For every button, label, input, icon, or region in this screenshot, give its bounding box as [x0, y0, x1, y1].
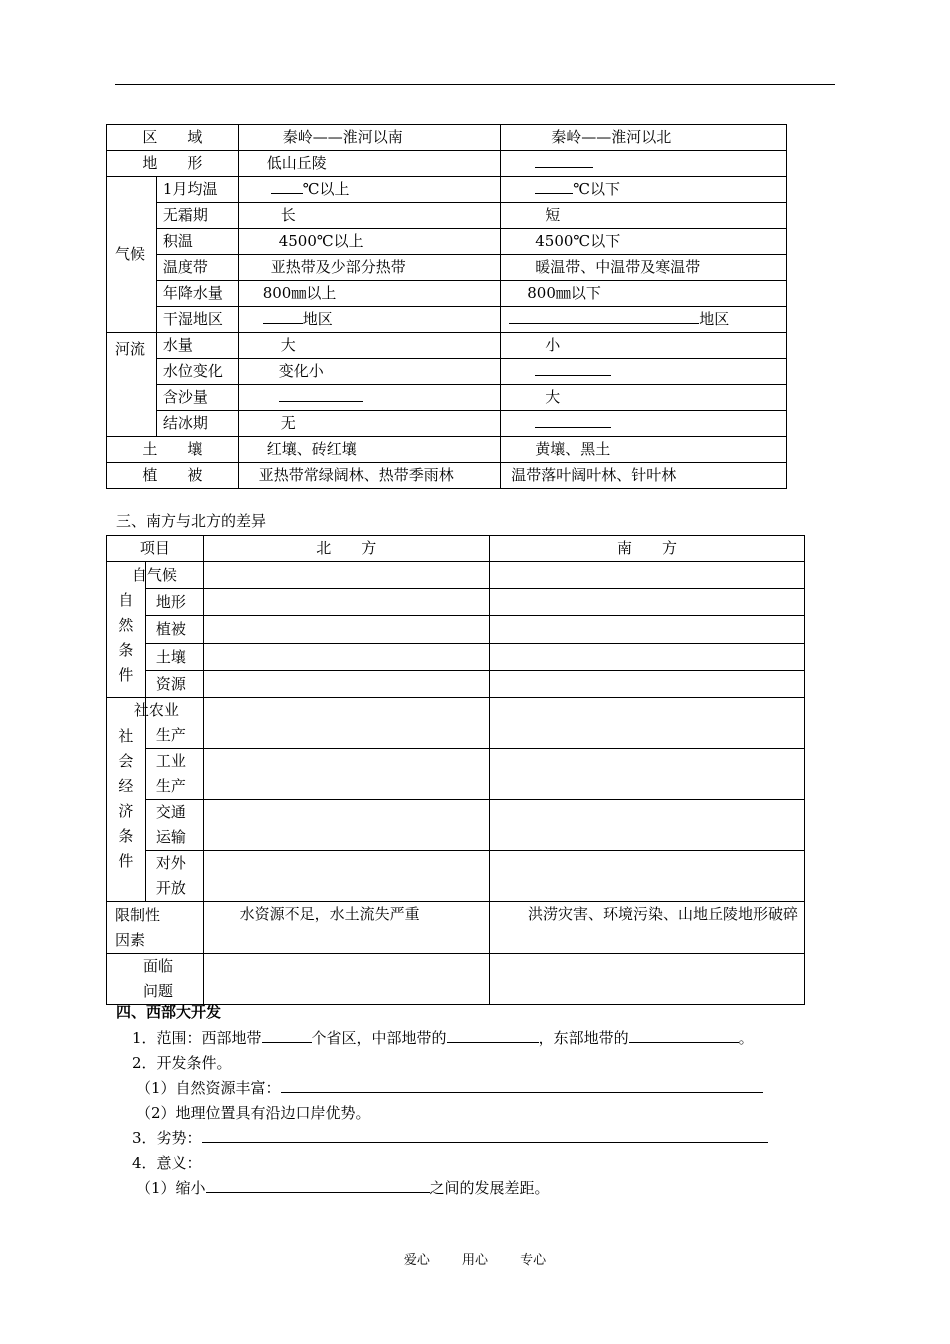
row-label: 对外 开放: [145, 851, 203, 902]
terrain-north: [501, 151, 787, 177]
section4-line7: （1）缩小 之间的发展差距。: [136, 1176, 550, 1200]
row-label: 水量: [156, 333, 238, 359]
row-label: 干湿地区: [156, 307, 238, 333]
table-row: [107, 151, 787, 177]
cell-south: 长: [238, 203, 501, 229]
cell-north[interactable]: [203, 851, 489, 902]
fill-blank[interactable]: [262, 1026, 312, 1043]
footer-text: 用心: [461, 1253, 488, 1268]
section4-line1: 1．范围：西部地带 个省区，中部地带的 ，东部地带的 。: [132, 1026, 754, 1050]
vegetation-north: 温带落叶阔叶林、针叶林: [501, 463, 787, 489]
table-row: [107, 589, 805, 616]
fill-blank[interactable]: [263, 307, 303, 324]
table-row: [107, 437, 787, 463]
section3-title: 三、南方与北方的差异: [116, 512, 267, 530]
cell-south: 无: [238, 411, 501, 437]
cell-south: 变化小: [238, 359, 501, 385]
river-group: 河流: [107, 333, 157, 437]
cell-north[interactable]: [203, 749, 489, 800]
limit-south: 洪涝灾害、环境污染、山地丘陵地形破碎: [489, 902, 804, 954]
table-row: [107, 800, 805, 851]
table-row: [107, 749, 805, 800]
fill-blank[interactable]: [279, 385, 363, 402]
section4-line6: 4．意义：: [132, 1154, 202, 1172]
row-label: 积温: [156, 229, 238, 255]
row-label: 水位变化: [156, 359, 238, 385]
fill-blank[interactable]: [202, 1126, 768, 1143]
cell-north: 大: [501, 385, 787, 411]
problems-label: 面临 问题: [107, 954, 204, 1005]
fill-blank[interactable]: [535, 359, 611, 376]
table-row: [107, 333, 787, 359]
header-south: 南 方: [489, 536, 804, 562]
fill-blank[interactable]: [271, 177, 303, 194]
row-label: 植被: [145, 616, 203, 644]
cell-north: 小: [501, 333, 787, 359]
header-north: 北 方: [203, 536, 489, 562]
social-group-label: 社 会 经 济 条 件: [107, 698, 146, 902]
table-row: [107, 307, 787, 333]
row-label: 结冰期: [156, 411, 238, 437]
row-label: 1月均温: [156, 177, 238, 203]
terrain-south: 低山丘陵: [238, 151, 501, 177]
cell-north[interactable]: [203, 562, 489, 589]
cell-north: 短: [501, 203, 787, 229]
footer-text: 爱心: [403, 1253, 430, 1268]
table-row: [107, 644, 805, 671]
table-row: [107, 902, 805, 954]
comparison-table: [106, 124, 787, 489]
fill-blank[interactable]: [629, 1026, 739, 1043]
table-row: [107, 671, 805, 698]
table-row: [107, 255, 787, 281]
cell-south: 亚热带及少部分热带: [238, 255, 501, 281]
table-row: [107, 536, 805, 562]
table-row: [107, 954, 805, 1005]
problems-north[interactable]: [203, 954, 489, 1005]
cell-south: 地区: [238, 307, 501, 333]
cell-north: 4500℃以下: [501, 229, 787, 255]
cell-north[interactable]: [203, 589, 489, 616]
cell-south[interactable]: [489, 589, 804, 616]
fill-blank[interactable]: [535, 177, 573, 194]
soil-label: 土 壤: [107, 437, 239, 463]
table-row: [107, 411, 787, 437]
page-footer: [0, 1249, 950, 1268]
cell-north: 800㎜以下: [501, 281, 787, 307]
table-row: [107, 203, 787, 229]
footer-text: 专心: [520, 1253, 547, 1268]
header-region: 区 域: [107, 125, 239, 151]
cell-south[interactable]: [489, 562, 804, 589]
limit-north: 水资源不足，水土流失严重: [203, 902, 489, 954]
cell-south[interactable]: [489, 644, 804, 671]
cell-south[interactable]: [489, 851, 804, 902]
cell-south: ℃以上: [238, 177, 501, 203]
table-row: [107, 851, 805, 902]
table-row: [107, 229, 787, 255]
cell-south: 大: [238, 333, 501, 359]
cell-north[interactable]: [203, 800, 489, 851]
row-label: 社农业 生产: [145, 698, 203, 749]
header-north: 秦岭——淮河以北: [501, 125, 787, 151]
row-label: 年降水量: [156, 281, 238, 307]
cell-north: [501, 359, 787, 385]
cell-south[interactable]: [489, 671, 804, 698]
table-row: [107, 616, 805, 644]
fill-blank[interactable]: [535, 151, 593, 168]
cell-south: 4500℃以上: [238, 229, 501, 255]
cell-south[interactable]: [489, 749, 804, 800]
limit-label: 限制性 因素: [107, 902, 204, 954]
header-south: 秦岭——淮河以南: [238, 125, 501, 151]
section4-line4: （2）地理位置具有沿边口岸优势。: [136, 1104, 371, 1122]
table-row: [107, 281, 787, 307]
vegetation-label: 植 被: [107, 463, 239, 489]
table-row: [107, 463, 787, 489]
row-label: 资源: [145, 671, 203, 698]
cell-north: 暖温带、中温带及寒温带: [501, 255, 787, 281]
row-label: 无霜期: [156, 203, 238, 229]
section4-title: 四、西部大开发: [116, 1003, 222, 1021]
row-label: 交通 运输: [145, 800, 203, 851]
soil-south: 红壤、砖红壤: [238, 437, 501, 463]
cell-south[interactable]: [489, 800, 804, 851]
cell-north: ℃以下: [501, 177, 787, 203]
fill-blank[interactable]: [447, 1026, 539, 1043]
table-row: [107, 385, 787, 411]
table-row: [107, 177, 787, 203]
fill-blank[interactable]: [206, 1176, 430, 1193]
terrain-label: 地 形: [107, 151, 239, 177]
row-label: 地形: [145, 589, 203, 616]
north-south-table: [106, 535, 805, 1005]
table-row: [107, 698, 805, 749]
fill-blank[interactable]: [509, 307, 699, 324]
cell-south: 800㎜以上: [238, 281, 501, 307]
climate-group: 气候: [107, 177, 157, 333]
cell-north[interactable]: [203, 698, 489, 749]
natural-group-label: 自 然 条 件: [107, 562, 146, 698]
cell-north: 地区: [501, 307, 787, 333]
cell-south[interactable]: [489, 698, 804, 749]
cell-north[interactable]: [203, 671, 489, 698]
row-label: 工业 生产: [145, 749, 203, 800]
cell-south: [238, 385, 501, 411]
vegetation-south: 亚热带常绿阔林、热带季雨林: [238, 463, 501, 489]
row-label: 含沙量: [156, 385, 238, 411]
cell-south[interactable]: [489, 616, 804, 644]
section4-line5: 3．劣势：: [132, 1126, 768, 1150]
header-rule: [115, 84, 835, 85]
header-item: 项目: [107, 536, 204, 562]
cell-north: [501, 411, 787, 437]
soil-north: 黄壤、黑土: [501, 437, 787, 463]
row-label: 土壤: [145, 644, 203, 671]
cell-north[interactable]: [203, 644, 489, 671]
section4-line2: 2．开发条件。: [132, 1054, 232, 1072]
table-row: [107, 562, 805, 589]
fill-blank[interactable]: [535, 411, 611, 428]
table-row: [107, 125, 787, 151]
cell-north[interactable]: [203, 616, 489, 644]
row-label: 自气候: [145, 562, 203, 589]
section4-line3: （1）自然资源丰富：: [136, 1076, 763, 1100]
row-label: 温度带: [156, 255, 238, 281]
fill-blank[interactable]: [281, 1076, 763, 1093]
problems-south[interactable]: [489, 954, 804, 1005]
table-row: [107, 359, 787, 385]
